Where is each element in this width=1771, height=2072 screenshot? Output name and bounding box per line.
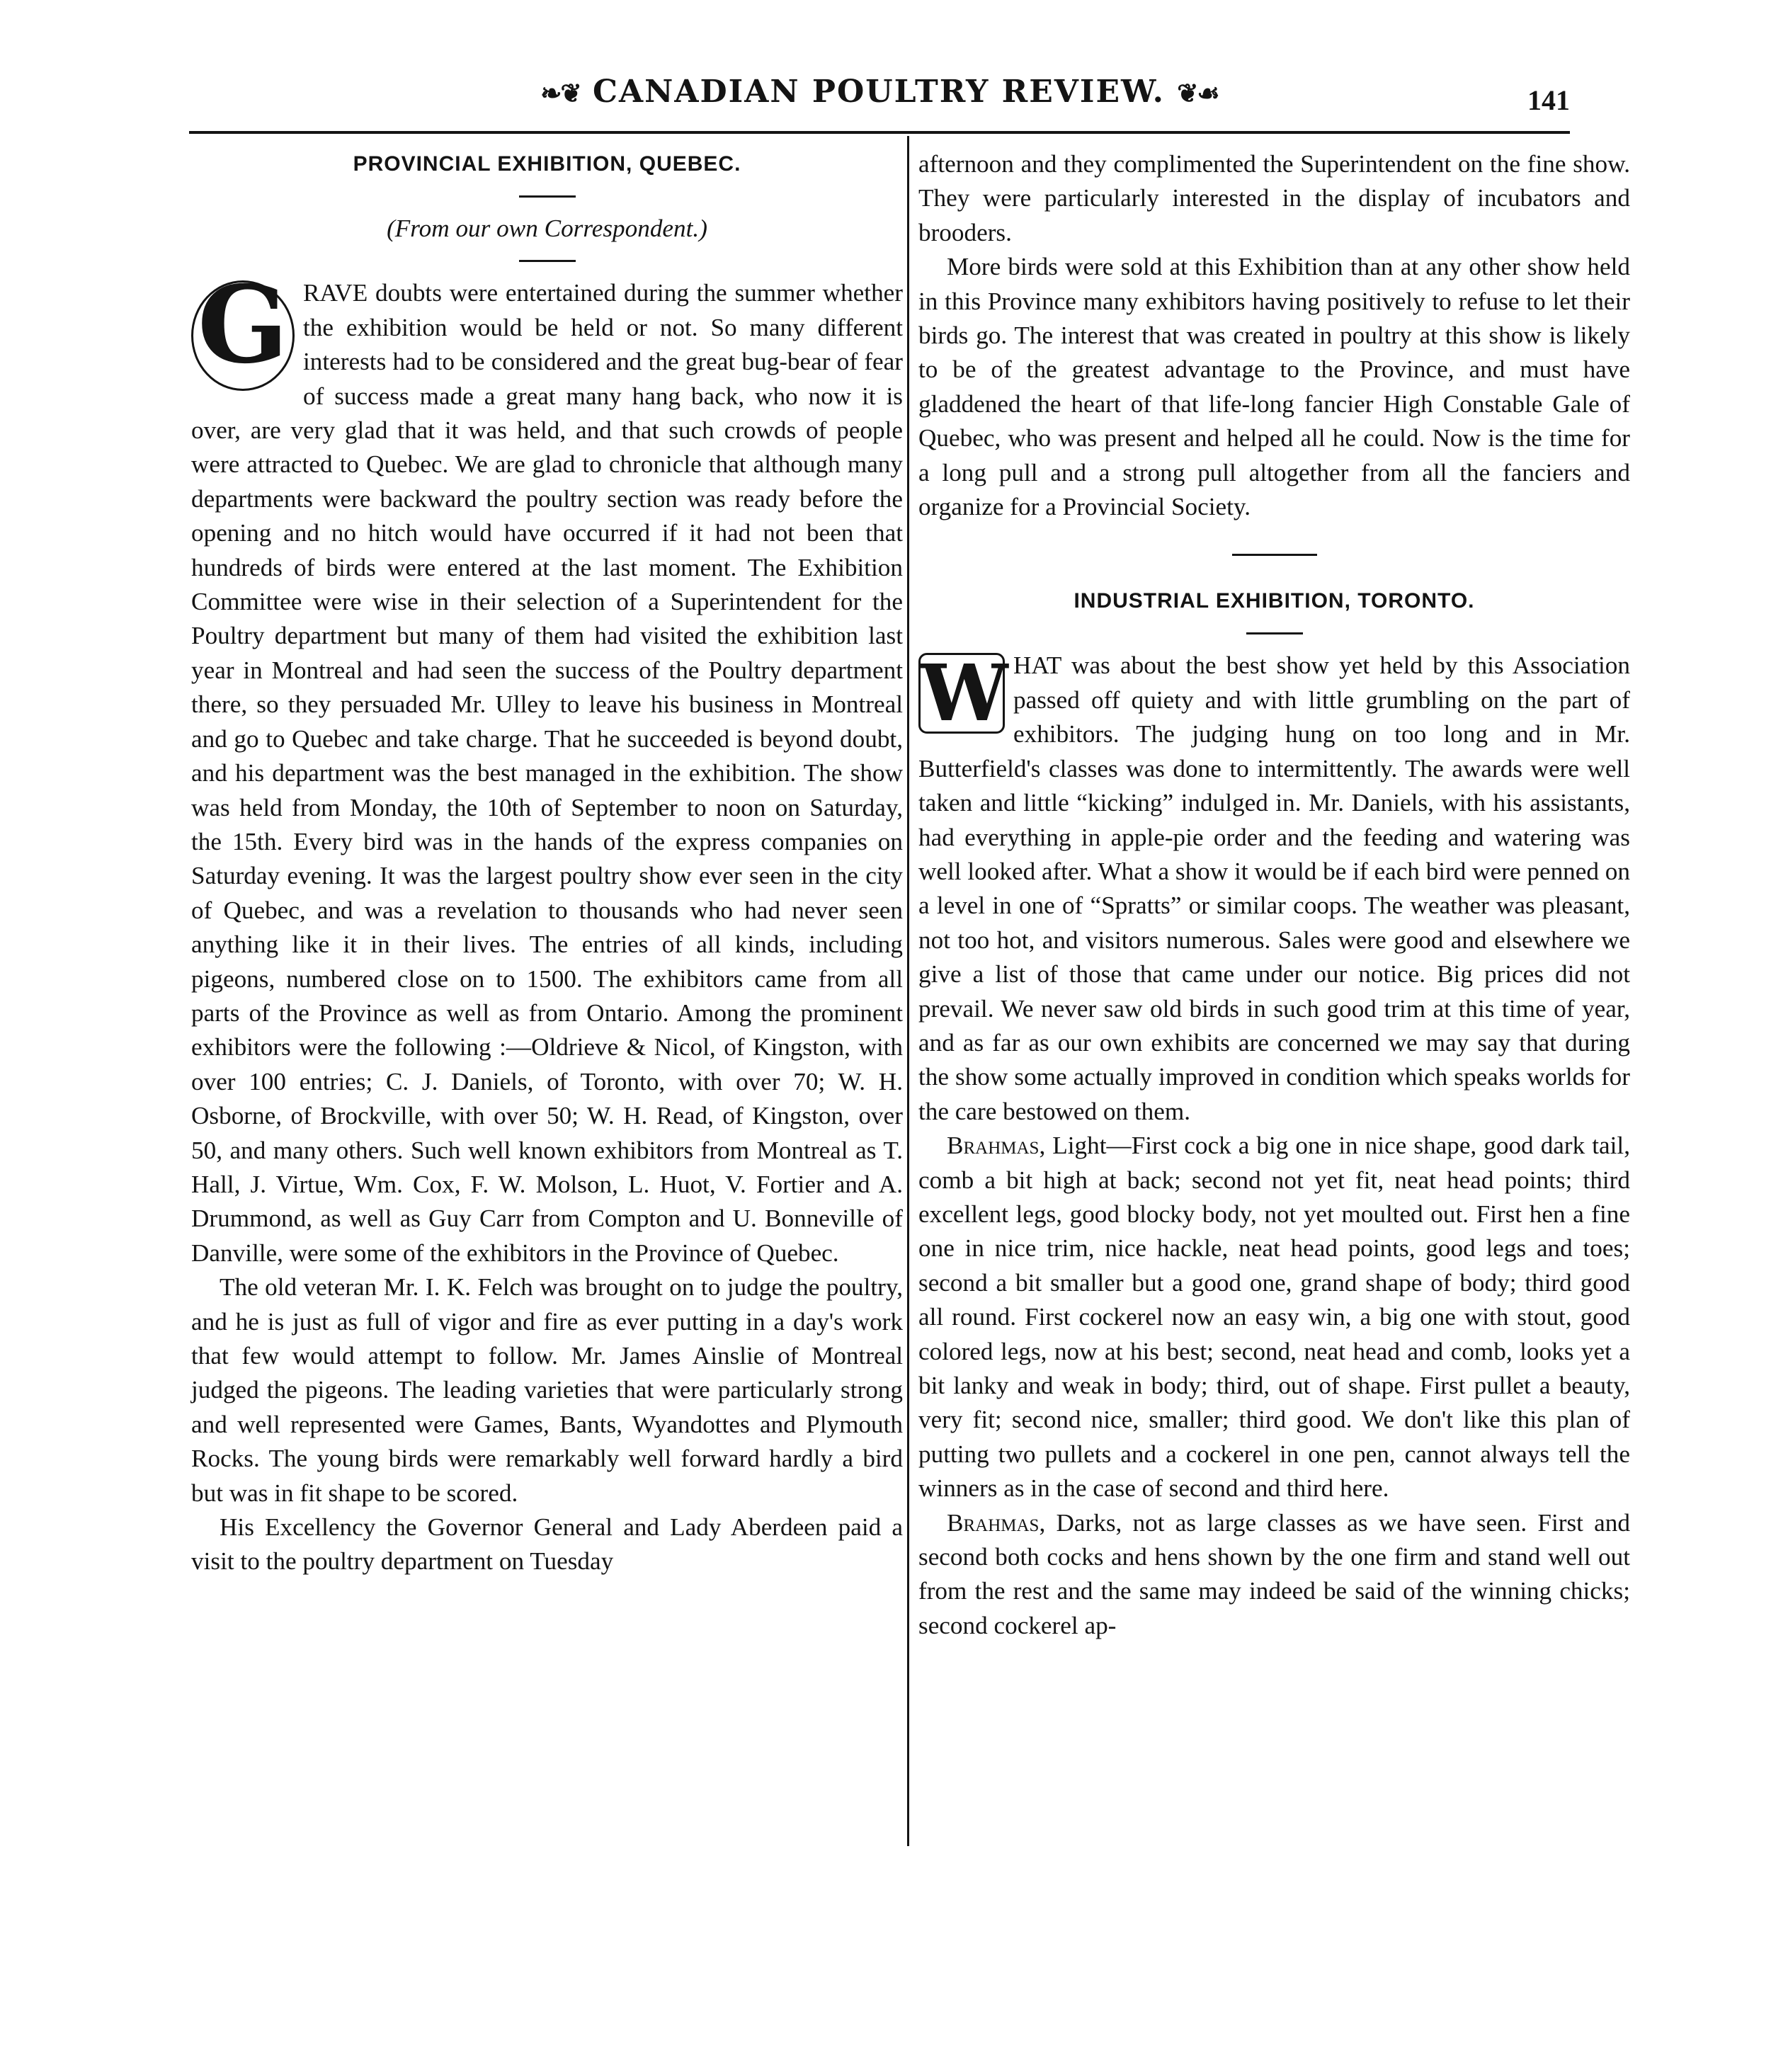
paragraph-text: , Darks, not as large classes as we have seen. First and second both cocks and hens shown by the one firm and stand well out from the rest and the same may indeed be said of the winning chicks; second cockerel ap-: [918, 1508, 1630, 1639]
paragraph-text: HAT was about the best show yet held by this Association passed off quiety and with little grumbling on the part of exhibitors. The judging hung on too long and in Mr. Butterfield's classes was done to intermittently. The awards were well taken and little “kicking” indulged in. Mr. Daniels, with his assistants, had everything in apple-pie order and the feeding and watering was well looked after. What a show it would be if each bird were penned on a level in one of “Spratts” or similar coops. The weather was pleasant, not too hot, and visitors numerous. Sales were good and elsewhere we give a list of those that came under our notice. Big prices did not prevail. We never saw old birds in such good trim at this time of year, and as far as our own exhibits are concerned we may say that during the show some actually improved in condition which speaks worlds for the care bestowed on them.: [918, 651, 1630, 1125]
masthead: [189, 68, 1570, 132]
article-paragraph: [918, 1506, 1630, 1644]
byline: (From our own Correspondent.): [387, 215, 707, 242]
article-heading-toronto: INDUSTRIAL EXHIBITION, TORONTO.: [1074, 589, 1475, 613]
dropcap-g: G: [191, 280, 295, 391]
left-column: [191, 147, 903, 1579]
breed-lead: Brahmas: [947, 1508, 1040, 1537]
dropcap-w: W: [918, 653, 1005, 734]
section-rule: [1232, 554, 1317, 556]
journal-title-text: CANADIAN POULTRY REVIEW.: [592, 74, 1165, 110]
ornament-left-icon: ❧❦: [540, 79, 581, 108]
right-column: [918, 147, 1630, 1643]
paragraph-text: RAVE doubts were entertained during the summer whether the exhibition would be held or not. So many different interests had to be considered and the great bug-bear of fear of success made a great many hang back, who now it is over, are very glad that it was held, and that such crowds of people were attracted to Quebec. We are glad to chronicle that although many departments were backward the poultry section was ready before the opening and no hitch would have occurred if it had not been that hundreds of birds were entered at the last moment. The Exhibition Committee were wise in their selection of a Superintendent for the Poultry department but many of them had visited the exhibition last year in Montreal and had seen the success of the Poultry department there, so they persuaded Mr. Ulley to leave his business in Montreal and go to Quebec and take charge. That he succeeded is beyond doubt, and his department was the best managed in the exhibition. The show was held from Monday, the 10th of September to noon on Saturday, the 15th. Every bird was in the hands of the express companies on Saturday evening. It was the largest poultry show ever seen in the city of Quebec, and was a revelation to thousands who had never seen anything like it in their lives. The entries of all kinds, including pigeons, numbered close on to 1500. The exhibitors came from all parts of the Province as well as from Ontario. Among the prominent exhibitors were the following :—Oldrieve & Nicol, of Kingston, with over 100 entries; C. J. Daniels, of Toronto, with over 70; W. H. Osborne, of Brockville, with over 50; W. H. Read, of Kingston, over 50, and many others. Such well known exhibitors from Montreal as T. Hall, J. Virtue, Wm. Cox, F. W. Molson, L. Huot, V. Fortier and A. Drummond, as well as Guy Carr from Compton and U. Bonneville of Danville, were some of the exhibitors in the Province of Quebec.: [191, 279, 903, 1267]
breed-lead: Brahmas: [947, 1132, 1040, 1160]
paragraph-text: , Light—First cock a big one in nice shape, good dark tail, comb a bit high at back; second not yet fit, neat head points; third excellent legs, good blocky body, not yet moulted out. First hen a fine one in nice trim, nice hackle, neat head points, good legs and toes; second a bit smaller but a good one, grand shape of body; third good all round. First cockerel now an easy win, a big one with stout, good colored legs, now at his best; second, neat head and comb, looks yet a bit lanky and weak in body; third, out of shape. First pullet a beauty, very fit; second nice, smaller; third good. We don't like this plan of putting two pullets and a cockerel in one pen, cannot always tell the winners as in the case of second and third here.: [918, 1132, 1630, 1503]
header-rule: [189, 131, 1570, 134]
column-divider: [907, 136, 909, 1846]
ornament-right-icon: ❦☙: [1177, 79, 1219, 108]
page-number: 141: [1527, 84, 1570, 116]
heading-rule: [1246, 632, 1303, 634]
heading-rule: [519, 195, 576, 198]
article-paragraph: [918, 649, 1630, 1129]
article-paragraph: The old veteran Mr. I. K. Felch was brought on to judge the poultry, and he is just as full of vigor and fire as ever putting in a day's work that few would attempt to follow. Mr. James Ainslie of Montreal judged the pigeons. The leading varieties that were particularly strong and well represented were Games, Bants, Wyandottes and Plymouth Rocks. The young birds were remarkably well forward hardly a bird but was in fit shape to be scored.: [191, 1273, 903, 1507]
byline-rule: [519, 260, 576, 262]
article-heading-quebec: PROVINCIAL EXHIBITION, QUEBEC.: [353, 152, 741, 176]
article-paragraph: afternoon and they complimented the Superintendent on the fine show. They were particularly interested in the display of incubators and brooders.: [918, 150, 1630, 246]
article-paragraph: [191, 263, 903, 1270]
article-paragraph: [918, 1129, 1630, 1505]
article-paragraph: More birds were sold at this Exhibition than at any other show held in this Province many exhibitors having positively to refuse to let their birds go. The interest that was created in poultry at this show is likely to be of the greatest advantage to the Province, and must have gladdened the heart of that life-long fancier High Constable Gale of Quebec, who was present and helped all he could. Now is the time for a long pull and a strong pull altogether from all the fanciers and organize for a Provincial Society.: [918, 253, 1630, 521]
journal-title: [189, 74, 1570, 110]
article-paragraph: His Excellency the Governor General and Lady Aberdeen paid a visit to the poultry department on Tuesday: [191, 1513, 903, 1576]
